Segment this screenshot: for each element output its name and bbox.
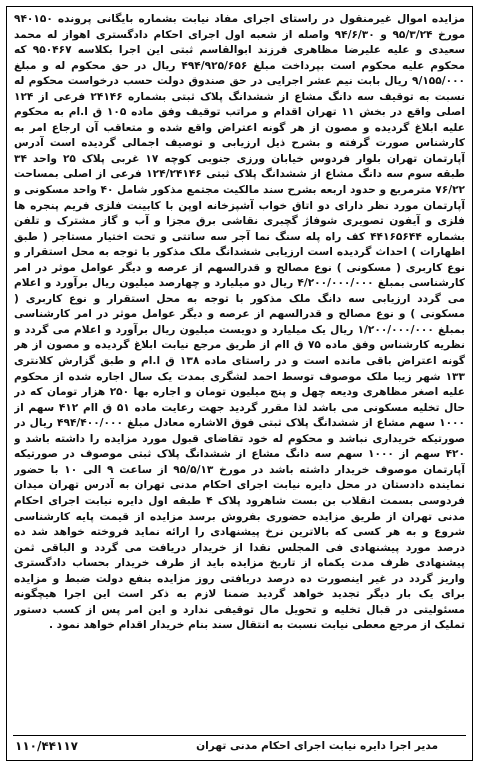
auction-notice [6, 6, 473, 761]
notice-body-text: مزایده اموال غیرمنقول در راستای اجرای مفاد نیابت بشماره بایگانی پرونده ۹۴۰۱۵۰ مورخ ۹۵/۳/۲۴ و ۹۴/۶/۳۰ واصله از شعبه اول اجرای احکام دادگستری اهواز له محمد سعیدی و علیه علیرضا مظاهری فرزند ابوالقاسم ثبتی این اجرا بکلاسه ۹۵۰۴۶۷ که محکوم علیه محکوم است بپرداخت مبلغ ۴۹۴/۹۲۵/۶۵۶ ریال در حق محکوم له و مبلغ ۹/۱۵۵/۰۰۰ ریال بابت نیم عشر اجرایی در حق صندوق دولت حسب درخواست محکوم له نسبت به توقیف سه دانگ مشاع از ششدانگ پلاک ثبتی بشماره ۲۴۱۴۶ فرعی از ۱۲۴ اصلی واقع در بخش ۱۱ تهران اقدام و مراتب توقیف وفق ماده ۱۰۵ ق ا.ام به محکوم علیه ابلاغ گردیده و مصون از هر گونه اعتراض واقع شده و متعاقب آن ارجاع امر به کارشناس صورت گرفته و بشرح ذیل ارزیابی و توصیف اجمالی گردیده است آدرس آپارتمان تهران بلوار فردوس خیابان ورزی جنوبی کوچه ۱۷ غربی پلاک ۲۵ واحد ۳۴ طبقه سوم سه دانگ مشاع از ششدانگ پلاک ثبتی ۱۲۴/۲۴۱۴۶ فرعی از اصلی بمساحت ۷۶/۲۲ مترمربع و حدود اربعه بشرح سند مالکیت مجتمع مذکور شامل ۴۰ واحد مسکونی و آپارتمان مورد نظر دارای دو اتاق خواب آشپزخانه اوپن با کابینت فلزی فریم پنجره ها فلزی و آیفون تصویری شوفاژ گچبری نقاشی برق مجزا و آب و گاز مشترک و تلفن بشماره ۴۴۱۶۵۶۴۴ کف راه پله سنگ نما آجر سه ساتتی و تحت اختیار مستاجر ( طبق اظهارات ) احداث گردیده است ارزیابی ششدانگ ملک مذکور با توجه به محل استقرار و نوع کاربری ( مسکونی ) نوع مصالح و قدرالسهم از عرصه و دیگر عوامل موثر در امر کارشناسی بمبلغ ۴/۲۰۰/۰۰۰/۰۰۰ ریال دو میلیارد و چهارصد میلیون ریال برآورد و اعلام می گردد ارزیابی سه دانگ ملک مذکور با توجه به محل استقرار و نوع کاربری ( مسکونی ) و نوع مصالح و قدرالسهم از عرصه و دیگر عوامل موثر در امر کارشناسی بمبلغ ۱/۲۰۰/۰۰۰/۰۰۰ ریال یک میلیارد و دویست میلیون ریال برآورد و اعلام می گردد و نظریه کارشناس وفق ماده ۷۵ ق اام از طریق مرجع نیابت ابلاغ گردیده و مصون از هر گونه اعتراض باقی مانده است و در راستای ماده ۱۳۸ ق ا.ام و طبق گزارش کلانتری ۱۳۳ شهر زیبا ملک موصوف توسط احمد لشگری بمدت یک سال اجاره شده از محکوم علیه اصغر مظاهری ودیعه چهل و پنج میلیون تومان و اجاره بها ۲۵۰ هزار تومان که در حال تخلیه مسکونی می باشد لذا مقرر گردید جهت رعایت ماده ۵۱ ق اام ۴۱۲ سهم از ۱۰۰۰ سهم مشاع از ششدانگ پلاک ثبتی فوق الاشاره معادل مبلغ ۴۹۴/۴۰۰/۰۰۰ ریال در صورتیکه خریداری نباشد و محکوم له خود تقاضای قبول مورد مزایده را داشته باشد و ۴۲۰ سهم از ۱۰۰۰ سهم سه دانگ مشاع از ششدانگ پلاک ثبتی موصوف در صورتیکه آپارتمان موصوف خریدار داشته باشد در مورخ ۹۵/۵/۱۳ از ساعت ۹ الی ۱۰ با حضور نماینده دادستان در محل دایره نیابت اجرای احکام مدنی تهران به آدرس تهران میدان فردوسی بسمت انقلاب بن بست شاهرود پلاک ۴ طبقه اول دایره نیابت اجرای احکام مدنی تهران از طریق مزایده حضوری بفروش برسد مزایده از قیمت پایه کارشناسی شروع و به هر کسی که بالاترین نرخ پیشنهادی را ارائه نماید فروخته خواهد شد ده درصد مورد پیشنهادی فی المجلس نقدا از خریدار دریافت می گردد و الباقی ثمن پیشنهادی ظرف مدت یکماه از تاریخ مزایده باید از طرف خریدار بحساب دادگستری واریز گردد در غیر اینصورت ده درصد دریافتی روز مزایده بنفع دولت ضبط و مزایده برای یک بار دیگر تجدید خواهد گردید ضمنا لازم به ذکر است این اجرا هیچگونه مسئولیتی در قبال تخلیه و تحویل مال توقیفی ندارد و این امر پس از کسب دستور تملیک از مرجع معطی نیابت نسبت به انتقال سند بنام خریدار اقدام خواهد نمود . [14, 13, 465, 632]
notice-id: ۱۱۰/۴۴۱۱۷ [15, 739, 78, 753]
footer-divider [13, 735, 466, 736]
notice-footer [15, 737, 464, 755]
signature-line: مدیر اجرا دایره نیابت اجرای احکام مدنی تهران [196, 740, 438, 752]
